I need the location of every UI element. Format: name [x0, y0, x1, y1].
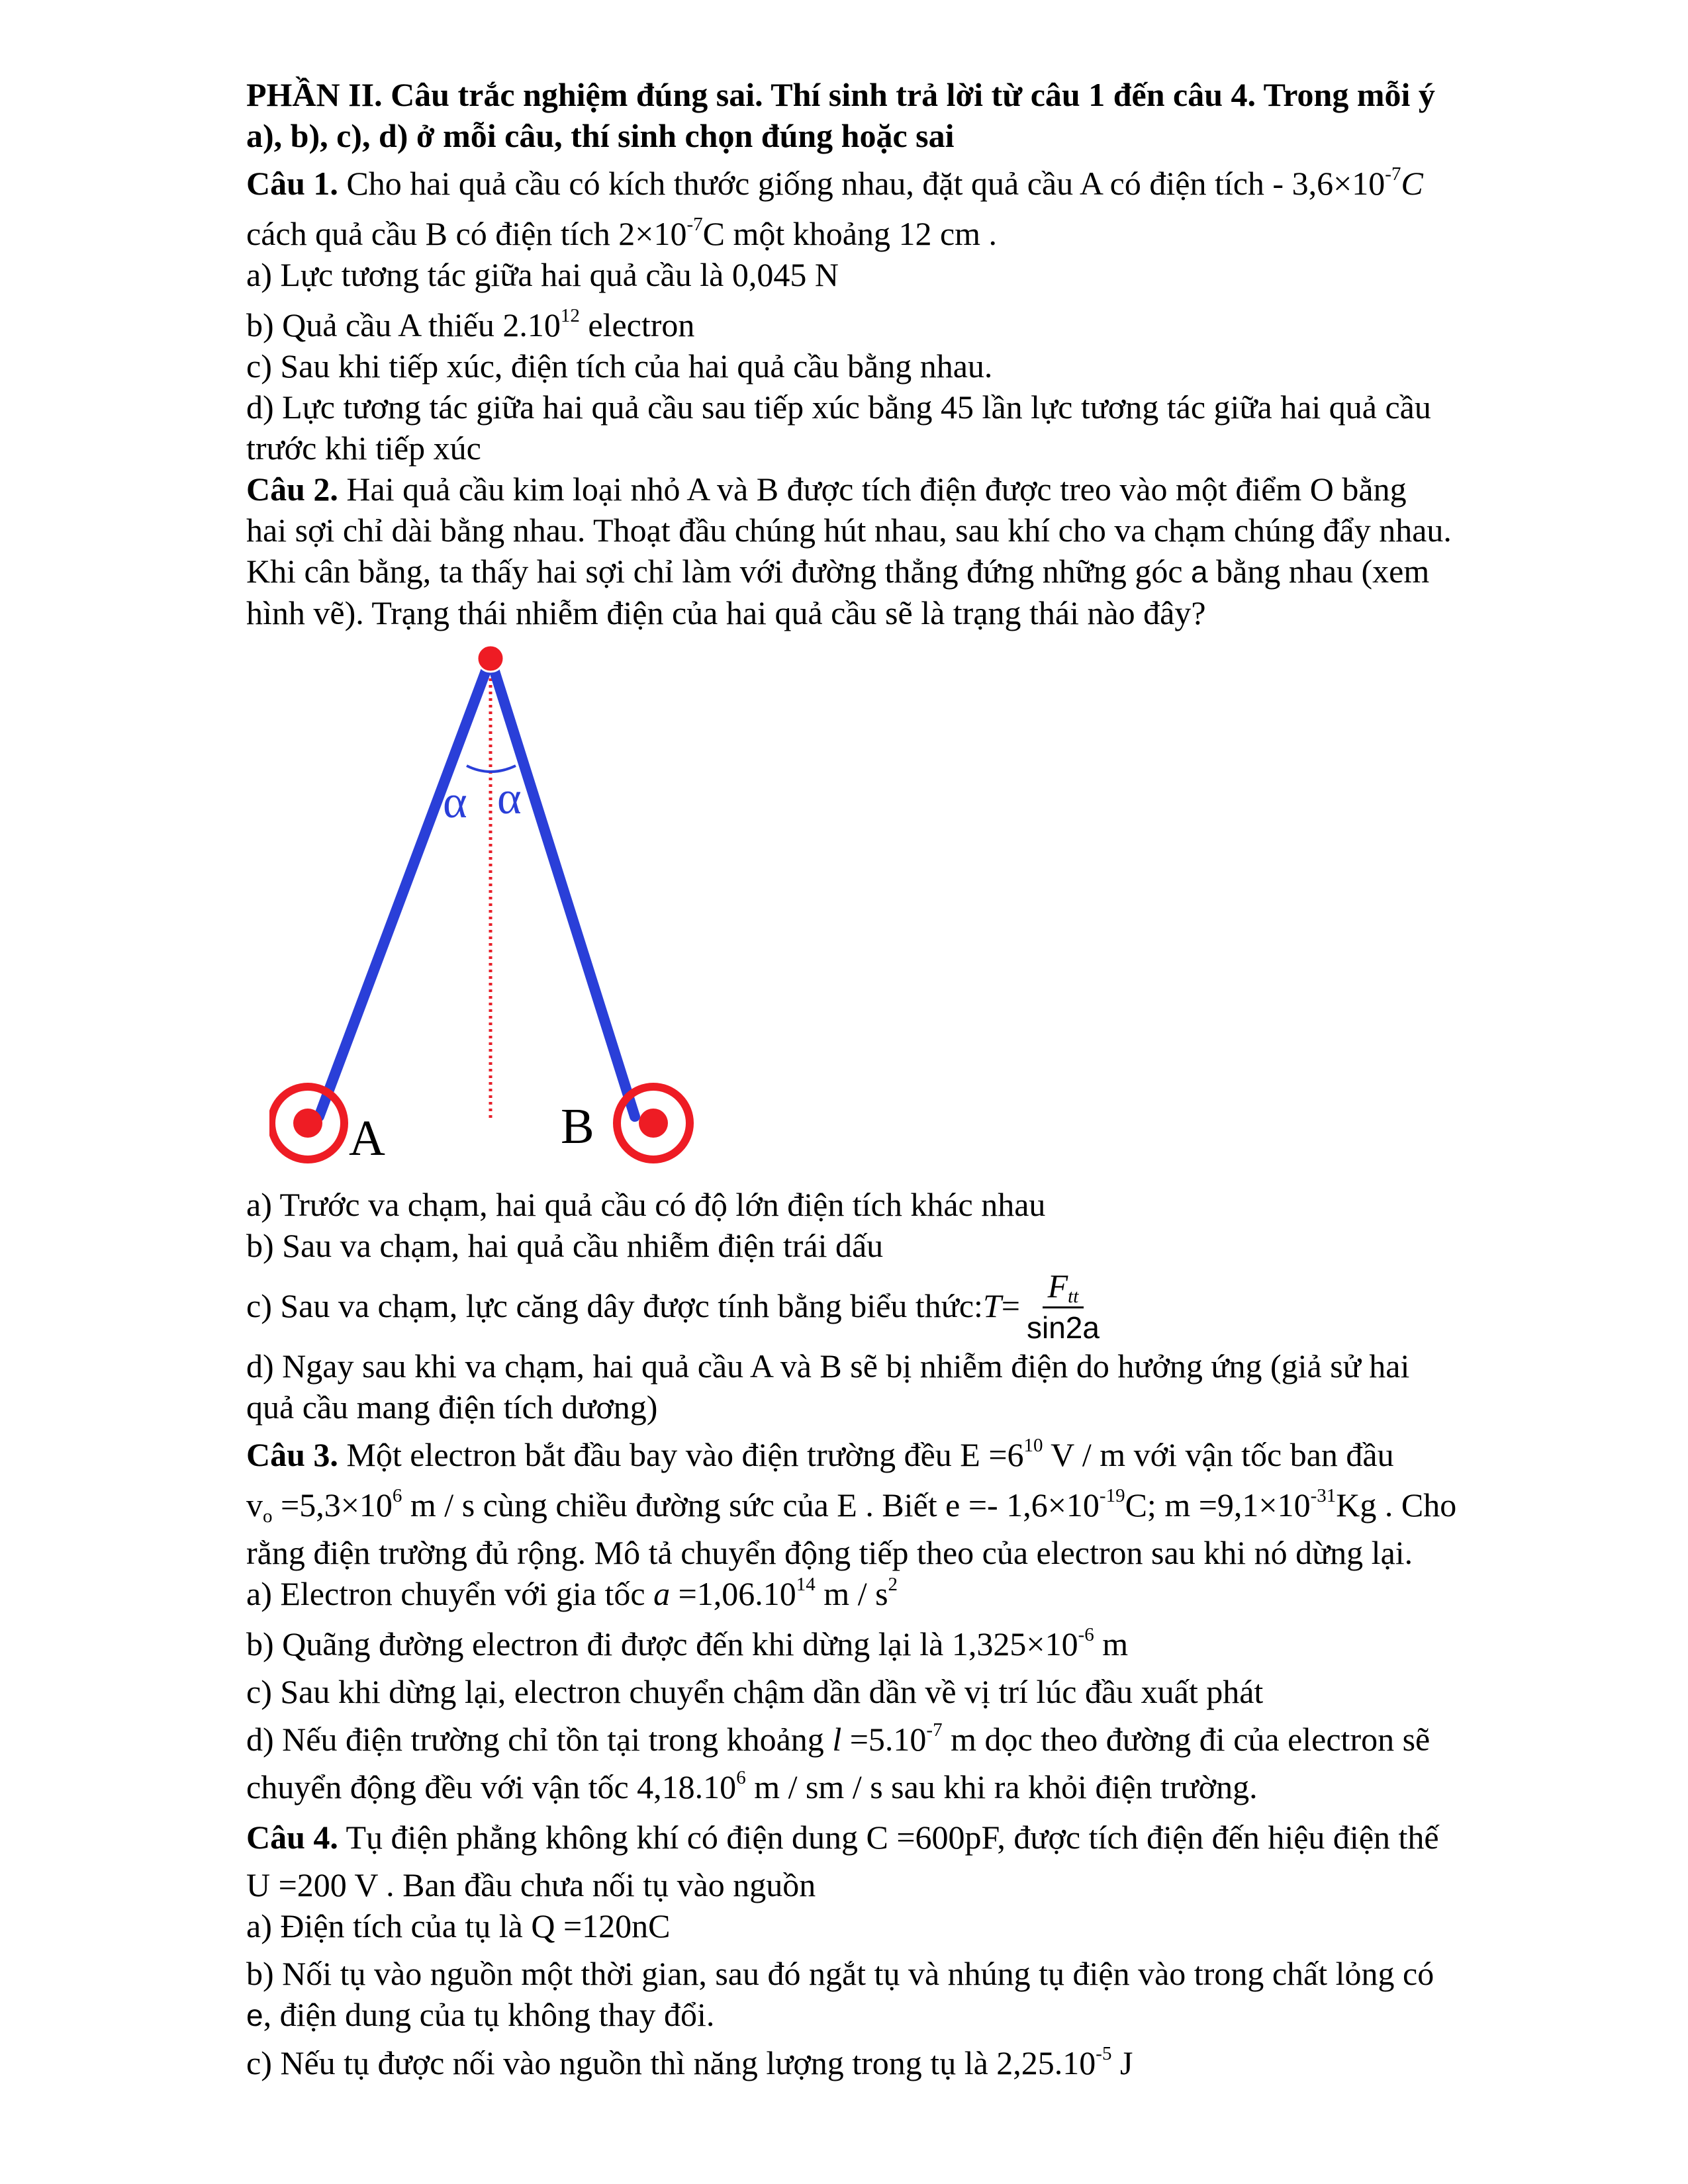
q2-stem-line-3	[246, 551, 1557, 592]
q3-label: Câu 3.	[246, 1436, 338, 1473]
q4-stem-line-2: U =200 V . Ban đầu chưa nối tụ vào nguồn	[246, 1866, 816, 1903]
q1-option-d: d) Lực tương tác giữa hai quả cầu sau tiếp xúc bằng 45 lần lực tương tác giữa hai quả cầu	[246, 388, 1431, 426]
q3-option-d-continued	[246, 1766, 1557, 1807]
q3-option-d-cont-post: m / sm / s sau khi ra khỏi điện trường.	[745, 1768, 1258, 1805]
q3-stem-line-3: rằng điện trường đủ rộng. Mô tả chuyển động tiếp theo của electron sau khi nó dừng lại.	[246, 1534, 1413, 1571]
q2-formula-f: F	[1047, 1267, 1068, 1304]
pendulum-figure	[269, 645, 746, 1175]
ball-a-label: A	[349, 1111, 385, 1166]
q3-option-a	[246, 1573, 1557, 1614]
q2-formula-numerator	[1043, 1269, 1084, 1308]
q3-option-d	[246, 1719, 1557, 1760]
q1-option-b-post: electron	[579, 306, 695, 343]
q4-option-c	[246, 2042, 1557, 2083]
q3-exp-2c: -31	[1310, 1485, 1336, 1507]
q1-option-a: a) Lực tương tác giữa hai quả cầu là 0,045 N	[246, 256, 839, 293]
thread-a	[319, 659, 491, 1116]
q3-text-1a: Một electron bắt đầu bay vào điện trường đều E =6	[338, 1436, 1024, 1473]
q2-option-c-text: c) Sau va chạm, lực căng dây được tính bằng biểu thức:	[246, 1287, 983, 1324]
q4-text-1: Tụ điện phẳng không khí có điện dung C =600pF, được tích điện đến hiệu điện thế	[338, 1819, 1439, 1856]
q1-option-b-exp: 12	[560, 305, 580, 327]
q3-option-a-val: =1,06.10	[670, 1575, 796, 1612]
q2-stem-line-1	[246, 469, 1557, 510]
q3-v: v	[246, 1486, 263, 1524]
q1-option-b	[246, 304, 1557, 345]
q4-option-c-text: c) Nếu tụ được nối vào nguồn thì năng lượng trong tụ là 2,25.10	[246, 2044, 1096, 2081]
angle-label-left: α	[443, 777, 467, 828]
q1-option-b-text: b) Quả cầu A thiếu 2.10	[246, 306, 561, 343]
section-title-continued: a), b), c), d) ở mỗi câu, thí sinh chọn đúng hoặc sai	[246, 117, 955, 154]
q3-option-b-post: m	[1094, 1625, 1129, 1662]
q3-option-d-text: d) Nếu điện trường chỉ tồn tại trong khoảng	[246, 1721, 833, 1758]
q2-formula-eq: =	[1001, 1287, 1020, 1324]
q2-option-d-continued: quả cầu mang điện tích dương)	[246, 1388, 658, 1426]
q3-text-2b: =5,3×10	[272, 1486, 393, 1524]
q2-formula-t: T	[982, 1287, 1002, 1324]
exam-document	[246, 74, 1557, 2083]
q3-v-sub: o	[263, 1505, 273, 1527]
q2-text-3: Khi cân bằng, ta thấy hai sợi chỉ làm với đường thẳng đứng những góc	[246, 553, 1192, 590]
q3-stem-line-1	[246, 1434, 1557, 1475]
ball-b	[617, 1087, 690, 1160]
q3-option-a-unit-exp: 2	[888, 1574, 898, 1596]
q3-exp-2b: -19	[1099, 1485, 1125, 1507]
q3-option-a-exp: 14	[796, 1574, 816, 1596]
q4-option-b-continued	[246, 1994, 1557, 2036]
q1-stem-line-1	[246, 163, 1557, 204]
q3-exp-2a: 6	[392, 1485, 402, 1507]
q2-option-d: d) Ngay sau khi va chạm, hai quả cầu A và B sẽ bị nhiễm điện do hưởng ứng (giả sử hai	[246, 1347, 1410, 1385]
q3-option-b-exp: -6	[1078, 1624, 1094, 1646]
thread-b	[491, 659, 635, 1116]
q3-option-d-val: =5.10	[841, 1721, 927, 1758]
q1-exp-2: -7	[686, 214, 703, 236]
q1-exp-1: -7	[1385, 163, 1401, 185]
angle-label-right: α	[497, 773, 522, 824]
q4-epsilon-symbol: e	[246, 1998, 263, 2032]
q2-option-a: a) Trước va chạm, hai quả cầu có độ lớn điện tích khác nhau	[246, 1186, 1046, 1223]
q1-text-2: cách quả cầu B có điện tích 2×10	[246, 215, 687, 252]
q3-option-a-sym: a	[653, 1575, 671, 1612]
suspension-point-o	[477, 645, 504, 672]
q3-option-d-exp: -7	[926, 1719, 943, 1741]
q2-stem-line-4: hình vẽ). Trạng thái nhiễm điện của hai quả cầu sẽ là trạng thái nào đây?	[246, 594, 1206, 631]
q3-option-d-cont-exp: 6	[736, 1767, 746, 1789]
q3-option-a-unit: m / s	[815, 1575, 888, 1612]
q3-option-d-sym: l	[832, 1721, 842, 1758]
q1-option-d-continued: trước khi tiếp xúc	[246, 430, 481, 467]
q4-option-c-post: J	[1111, 2044, 1133, 2081]
q2-label: Câu 2.	[246, 471, 338, 508]
q2-text-1: Hai quả cầu kim loại nhỏ A và B được tích điện được treo vào một điểm O bằng	[338, 471, 1407, 508]
q2-stem-line-2: hai sợi chỉ dài bằng nhau. Thoạt đầu chúng hút nhau, sau khí cho va chạm chúng đẩy nhau.	[246, 512, 1452, 549]
q3-stem-line-2	[246, 1484, 1557, 1525]
q4-option-b: b) Nối tụ vào nguồn một thời gian, sau đó ngắt tụ và nhúng tụ điện vào trong chất lỏng có	[246, 1955, 1434, 1992]
q1-option-c: c) Sau khi tiếp xúc, điện tích của hai quả cầu bằng nhau.	[246, 347, 993, 385]
q4-option-a: a) Điện tích của tụ là Q =120nC	[246, 1907, 671, 1944]
q2-option-c	[246, 1266, 1557, 1345]
q3-text-1b: V / m với vận tốc ban đầu	[1043, 1436, 1394, 1473]
q1-label: Câu 1.	[246, 165, 338, 202]
q3-option-b-text: b) Quãng đường electron đi được đến khi dừng lại là 1,325×10	[246, 1625, 1078, 1662]
q2-option-b: b) Sau va chạm, hai quả cầu nhiễm điện trái dấu	[246, 1227, 884, 1264]
q4-stem-line-1	[246, 1817, 1557, 1858]
q1-text-1: Cho hai quả cầu có kích thước giống nhau, đặt quả cầu A có điện tích - 3,6×10	[338, 165, 1385, 202]
q2-formula-fraction	[1027, 1269, 1100, 1343]
q2-formula-denominator: sin2a	[1026, 1310, 1100, 1345]
q1-unit-1: C	[1401, 165, 1423, 202]
q2-formula-f-sub: tt	[1068, 1286, 1079, 1308]
q3-text-2c: m / s cùng chiều đường sức của E . Biết e =- 1,6×10	[402, 1486, 1100, 1524]
section-title: PHẦN II. Câu trắc nghiệm đúng sai. Thí sinh trả lời từ câu 1 đến câu 4. Trong mỗi ý	[246, 76, 1435, 113]
q3-option-b	[246, 1623, 1557, 1664]
ball-b-label: B	[561, 1099, 594, 1154]
q2-angle-symbol: a	[1191, 555, 1208, 589]
q4-option-b-cont-text: , điện dung của tụ không thay đổi.	[263, 1996, 715, 2033]
q3-option-d-cont-text: chuyển động đều với vận tốc 4,18.10	[246, 1768, 737, 1805]
q3-exp-1: 10	[1023, 1435, 1043, 1457]
q3-text-2d: C; m =9,1×10	[1125, 1486, 1311, 1524]
q4-option-c-exp: -5	[1096, 2043, 1112, 2065]
q1-text-2b: C một khoảng 12 cm .	[702, 215, 998, 252]
q3-option-a-text: a) Electron chuyển với gia tốc	[246, 1575, 654, 1612]
q2-text-3-post: bằng nhau (xem	[1207, 553, 1430, 590]
q4-label: Câu 4.	[246, 1819, 338, 1856]
q3-option-c: c) Sau khi dừng lại, electron chuyển chậm dần dần về vị trí lúc đầu xuất phát	[246, 1673, 1264, 1710]
q3-text-2e: Kg . Cho	[1336, 1486, 1457, 1524]
q3-option-d-post: m dọc theo đường đi của electron sẽ	[942, 1721, 1430, 1758]
q1-stem-line-2	[246, 213, 1557, 254]
ball-a	[271, 1087, 344, 1160]
